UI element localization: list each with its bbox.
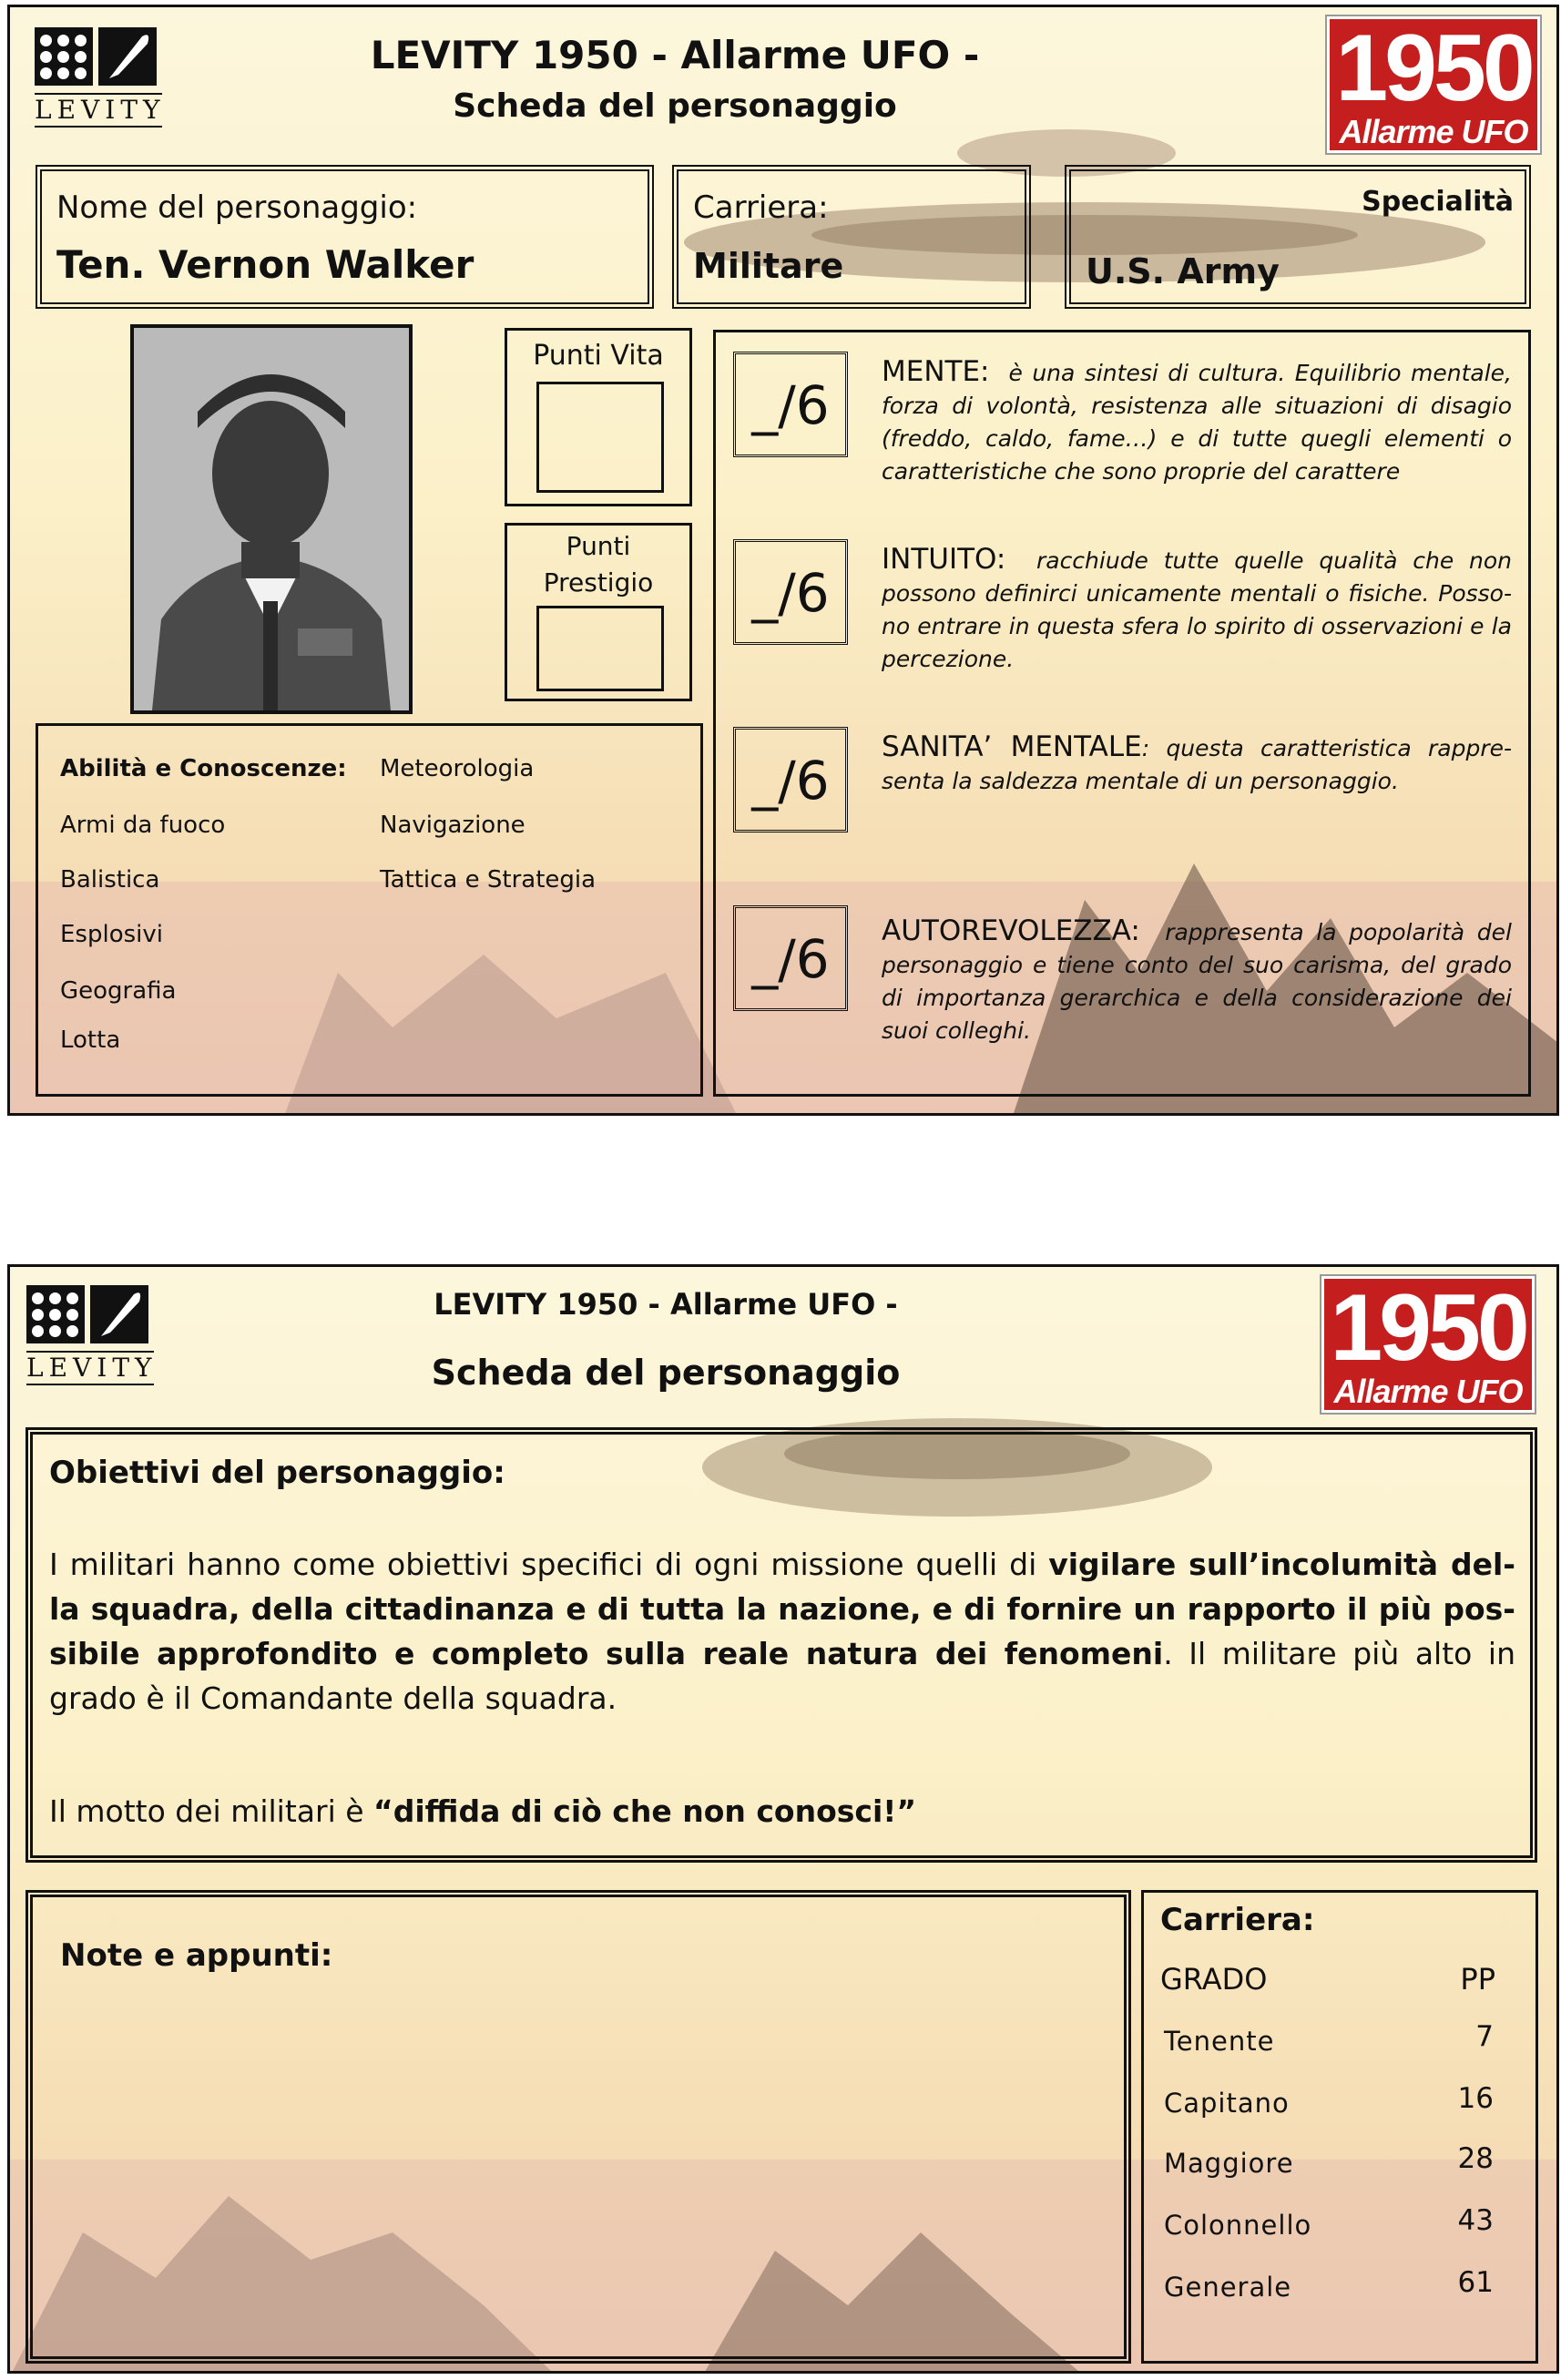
stat-desc-mente: MENTE: è una sintesi di cultura. Equilibrio mentale, forza di volontà, resistenza alle situazioni di disagio (freddo, caldo, fame…) e di tutte quegli elementi o caratteristiche che sono proprie del carattere — [882, 355, 1512, 485]
stat-score-sanita[interactable]: _/6 — [733, 727, 848, 832]
objectives-text: I militari hanno come obiettivi specifici di ogni missione quelli di vigilare sull’incolumità del-la squadra, della cittadinanza e di tutta la nazione, e di fornire un rapporto il più pos-sibile approfondito e completo sulla reale natura dei fenomeni. Il militare più alto in grado è il Comandante della squadra. — [49, 1547, 1516, 1716]
notes-label: Note e appunti: — [60, 1937, 333, 1974]
career-field[interactable] — [672, 165, 1031, 309]
dots-grid-icon — [35, 27, 93, 86]
skills-panel — [36, 723, 703, 1097]
skill-item: Balistica — [60, 866, 160, 894]
skill-item: Tattica e Strategia — [380, 866, 597, 894]
stat-desc-intuito: INTUITO: racchiude tutte quelle qualità che non possono definirci unicamente mentali o fisiche. Posso-no entrare in questa sfera lo spirito di osservazioni e la percezione. — [882, 543, 1512, 672]
stat-desc-autorevolezza: AUTOREVOLEZZA: rappresenta la popolarità del personaggio e tiene conto del suo carisma, del grado di importanza gerarchica e della considerazione dei suoi colleghi. — [882, 914, 1512, 1044]
skills-label: Abilità e Conoscenze: — [60, 755, 347, 782]
stat-desc-sanita: SANITA’ MENTALE: questa caratteristica rappre-senta la saldezza mentale di un personaggio. — [882, 730, 1513, 794]
soldier-portrait-image — [134, 328, 409, 710]
skill-item: Armi da fuoco — [60, 812, 226, 839]
objectives-label: Obiettivi del personaggio: — [49, 1455, 505, 1491]
dots-grid-icon — [26, 1285, 85, 1343]
rank-pp: 7 — [1475, 2020, 1494, 2053]
allarme-ufo-badge — [1327, 16, 1540, 153]
stat-score-mente[interactable]: _/6 — [733, 352, 848, 457]
motto-text: Il motto dei militari è “diffida di ciò che non conosci!” — [49, 1793, 917, 1829]
skill-item: Navigazione — [380, 812, 525, 839]
col-header-pp: PP — [1460, 1962, 1495, 1997]
career-progression-table — [1141, 1890, 1538, 2364]
rank-pp: 43 — [1457, 2204, 1494, 2237]
page-subtitle: Scheda del personaggio — [431, 1353, 901, 1393]
badge-year: 1950 — [1335, 15, 1532, 121]
prestige-points-input[interactable] — [536, 606, 664, 691]
skill-item: Geografia — [60, 977, 177, 1005]
hit-points-panel — [505, 328, 692, 506]
prestige-label-line2: Prestigio — [543, 567, 654, 598]
prestige-points-panel — [505, 523, 692, 701]
rank-pp: 16 — [1457, 2082, 1494, 2115]
name-label: Nome del personaggio: — [56, 189, 418, 226]
specialty-label: Specialità — [1362, 186, 1514, 218]
notes-panel[interactable] — [26, 1890, 1131, 2364]
career-table-label: Carriera: — [1160, 1902, 1315, 1938]
levity-logo — [26, 1285, 158, 1387]
quill-icon — [98, 27, 157, 86]
rank-name: Maggiore — [1164, 2148, 1294, 2179]
rank-name: Tenente — [1164, 2026, 1275, 2057]
character-sheet-page-2 — [7, 1264, 1559, 2374]
logo-text: LEVITY — [35, 93, 162, 128]
levity-logo — [35, 27, 166, 129]
skill-item: Esplosivi — [60, 921, 163, 948]
allarme-ufo-badge — [1321, 1276, 1535, 1413]
quill-icon — [90, 1285, 148, 1343]
name-value: Ten. Vernon Walker — [56, 242, 474, 287]
skill-item: Meteorologia — [380, 755, 535, 782]
page-title: LEVITY 1950 - Allarme UFO - — [370, 33, 980, 77]
hit-points-input[interactable] — [536, 382, 664, 493]
stat-score-intuito[interactable]: _/6 — [733, 539, 848, 645]
logo-text: LEVITY — [26, 1351, 154, 1385]
character-sheet-page-1 — [7, 5, 1559, 1116]
badge-subtitle: Allarme UFO — [1339, 113, 1528, 150]
rank-name: Capitano — [1164, 2088, 1290, 2119]
rank-pp: 61 — [1457, 2266, 1494, 2299]
hit-points-label: Punti Vita — [533, 340, 664, 372]
badge-subtitle: Allarme UFO — [1333, 1373, 1523, 1410]
career-value: Militare — [693, 246, 844, 286]
character-name-field[interactable] — [36, 165, 654, 309]
stat-score-autorevolezza[interactable]: _/6 — [733, 905, 848, 1011]
rank-name: Generale — [1164, 2272, 1292, 2303]
rank-name: Colonnello — [1164, 2210, 1312, 2241]
page-subtitle: Scheda del personaggio — [453, 87, 897, 125]
character-portrait — [130, 324, 413, 714]
prestige-label-line1: Punti — [566, 531, 631, 561]
col-header-rank: GRADO — [1160, 1962, 1268, 1997]
badge-year: 1950 — [1330, 1275, 1526, 1381]
skill-item: Lotta — [60, 1027, 121, 1054]
objectives-panel — [26, 1427, 1537, 1863]
career-label: Carriera: — [693, 189, 829, 226]
specialty-value: U.S. Army — [1086, 251, 1280, 291]
specialty-field[interactable] — [1065, 165, 1531, 309]
page-title: LEVITY 1950 - Allarme UFO - — [434, 1287, 898, 1322]
rank-pp: 28 — [1457, 2142, 1494, 2175]
